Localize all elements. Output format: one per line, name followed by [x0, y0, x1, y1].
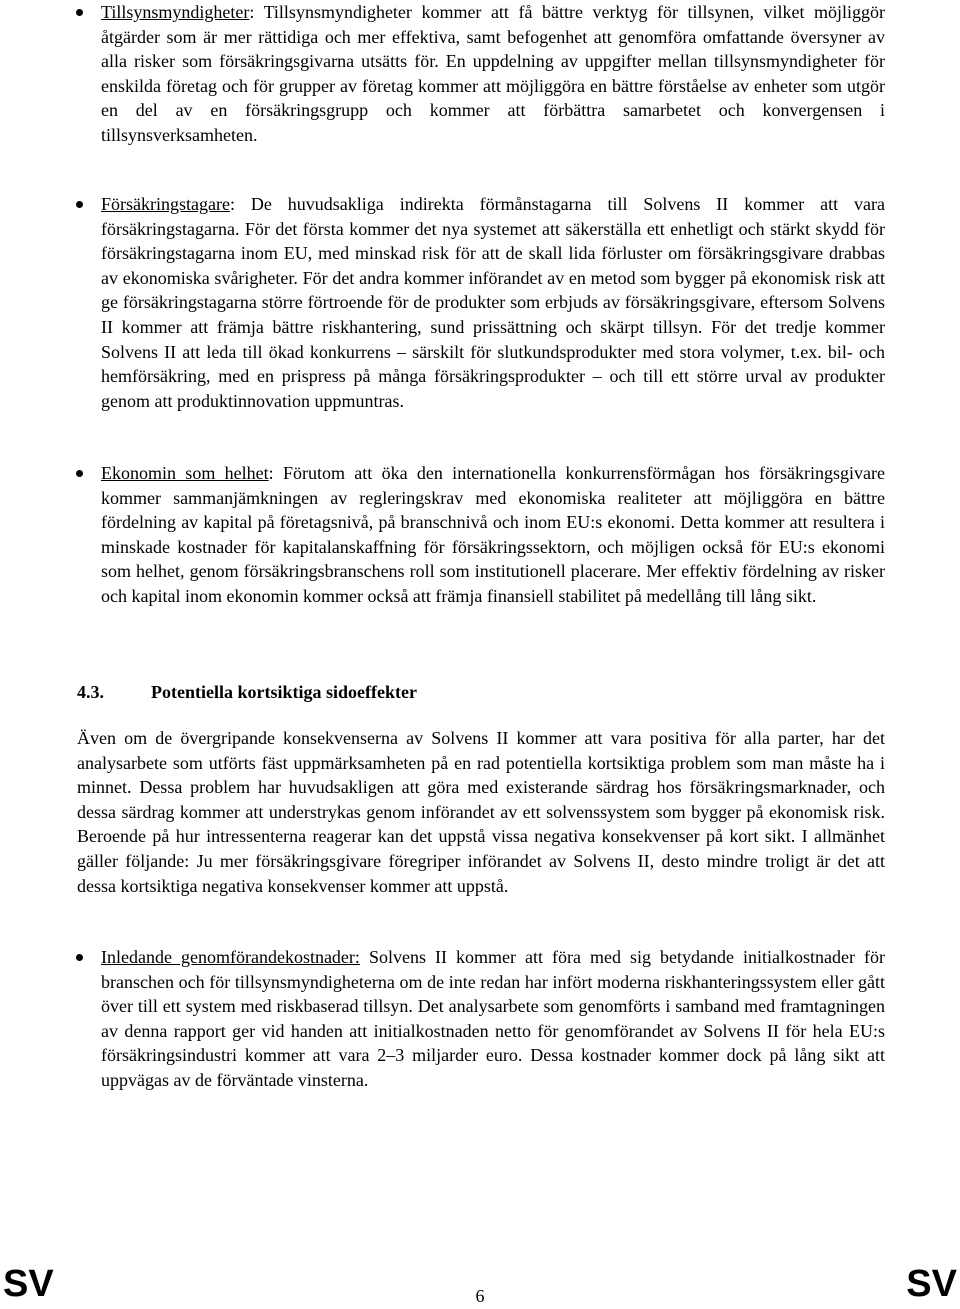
bullet-dot-icon: [76, 470, 83, 477]
section-paragraph: Även om de övergripande konsekvenserna av Solvens II kommer att vara positiva för alla parter, har det analysarbete som utförts fäst uppmärksamheten på en rad potentiella kortsiktiga problem som man måste ha i minnet. Dessa problem har huvudsakligen att göra med existerande särdrag hos försäkringsmarknader, och dessa särdrag kommer att understrykas genom införandet av ett solvenssystem som bygger på ekonomisk risk. Beroende på hur intressenterna reagerar kan det uppstå vissa negativa konsekvenser på kort sikt. I allmänhet gäller följande: Ju mer försäkringsgivare föregriper införandet av Solvens II, desto mindre troligt är det att dessa kortsiktiga negativa konsekvenser kommer att uppstå.: [77, 728, 885, 896]
bullet-paragraph: [101, 461, 885, 609]
bullet-term-separator: :: [249, 2, 255, 22]
bullet-paragraph: [101, 0, 885, 148]
bullet-term-separator: :: [268, 463, 274, 483]
bullet-text: Tillsynsmyndigheter kommer att få bättre verktyg för tillsynen, vilket möjliggör åtgärder som är mer rättidiga och mer effektiva, samt befogenhet att genomföra omfattande översyner av alla risker som försäkringsgivarna utsätts för. En uppdelning av uppgifter mellan tillsynsmyndigheter för enskilda företag och för grupper av företag kommer att möjliggöra en bättre förståelse av enheter som utgör en del av en försäkringsgrupp och kommer att förbättra samarbetet och konvergensen i tillsynsverksamheten.: [101, 2, 885, 145]
bullet-dot-icon: [76, 954, 83, 961]
section-heading: [77, 680, 417, 705]
footer-language-left: SV: [3, 1263, 54, 1305]
bullet-paragraph: [101, 192, 885, 413]
footer-language-right: SV: [906, 1263, 957, 1305]
bullet-term: Försäkringstagare: [101, 194, 230, 214]
bullet-term: Inledande genomförandekostnader:: [101, 947, 360, 967]
bullet-dot-icon: [76, 201, 83, 208]
bullet-term-separator: :: [229, 194, 235, 214]
bullet-item-forsakringstagare: [101, 192, 885, 413]
section-title: Potentiella kortsiktiga sidoeffekter: [151, 682, 417, 702]
bullet-term: Tillsynsmyndigheter: [101, 2, 250, 22]
bullet-item-ekonomin: [101, 461, 885, 609]
bullet-item-tillsynsmyndigheter: [101, 0, 885, 148]
bullet-item-inledande-kostnader: [101, 945, 885, 1093]
bullet-text: Solvens II kommer att föra med sig betydande initialkostnader för branschen och för tillsynsmyndigheterna om de inte redan har infört moderna riskhanteringssystem eller gått över till ett system med riskbaserad tillsyn. Det analysarbete som genomförts i samband med framtagningen av denna rapport ger vid handen att initialkostnaden netto för genomförandet av Solvens II för hela EU:s försäkringsindustri kommer att vara 2–3 miljarder euro. Dessa kostnader kommer dock på lång sikt att uppvägas av de förväntade vinsterna.: [101, 947, 885, 1090]
bullet-text: De huvudsakliga indirekta förmånstagarna till Solvens II kommer att vara försäkringstagarna. För det första kommer det nya systemet att säkerställa ett enhetligt och stärkt skydd för försäkringstagarna inom EU, med minskad risk för att de skall lida förluster om försäkringsgivare drabbas av ekonomiska svårigheter. För det andra kommer införandet av en metod som bygger på ekonomisk risk att ge försäkringstagarna större förtroende för de produkter som erbjuds av försäkringsgivare, eftersom Solvens II kommer att främja bättre riskhantering, sund prissättning och skärpt tillsyn. För det tredje kommer Solvens II att leda till ökad konkurrens – särskilt för slutkundsprodukter med stora volymer, t.ex. bil- och hemförsäkring, med en prispress på många försäkringsprodukter – och till ett större urval av produkter genom att produktinnovation uppmuntras.: [101, 194, 885, 411]
bullet-dot-icon: [76, 9, 83, 16]
bullet-text: Förutom att öka den internationella konkurrensförmågan hos försäkringsgivare kommer sammanjämkningen av regleringskrav med ekonomiska realiteter att möjliggöra en bättre fördelning av kapital på företagsnivå, på branschnivå och inom EU:s ekonomi. Detta kommer att resultera i minskade kostnader för kapitalanskaffning för försäkringssektorn, och möjligen också för EU:s ekonomi som helhet, genom försäkringsbranschens roll som institutionell placerare. Mer effektiv fördelning av risker och kapital inom ekonomin kommer också att främja finansiell stabilitet på medellång till lång sikt.: [101, 463, 885, 606]
page-number: 6: [475, 1286, 485, 1306]
bullet-term: Ekonomin som helhet: [101, 463, 269, 483]
section-number: 4.3.: [77, 682, 104, 702]
bullet-paragraph: [101, 945, 885, 1093]
